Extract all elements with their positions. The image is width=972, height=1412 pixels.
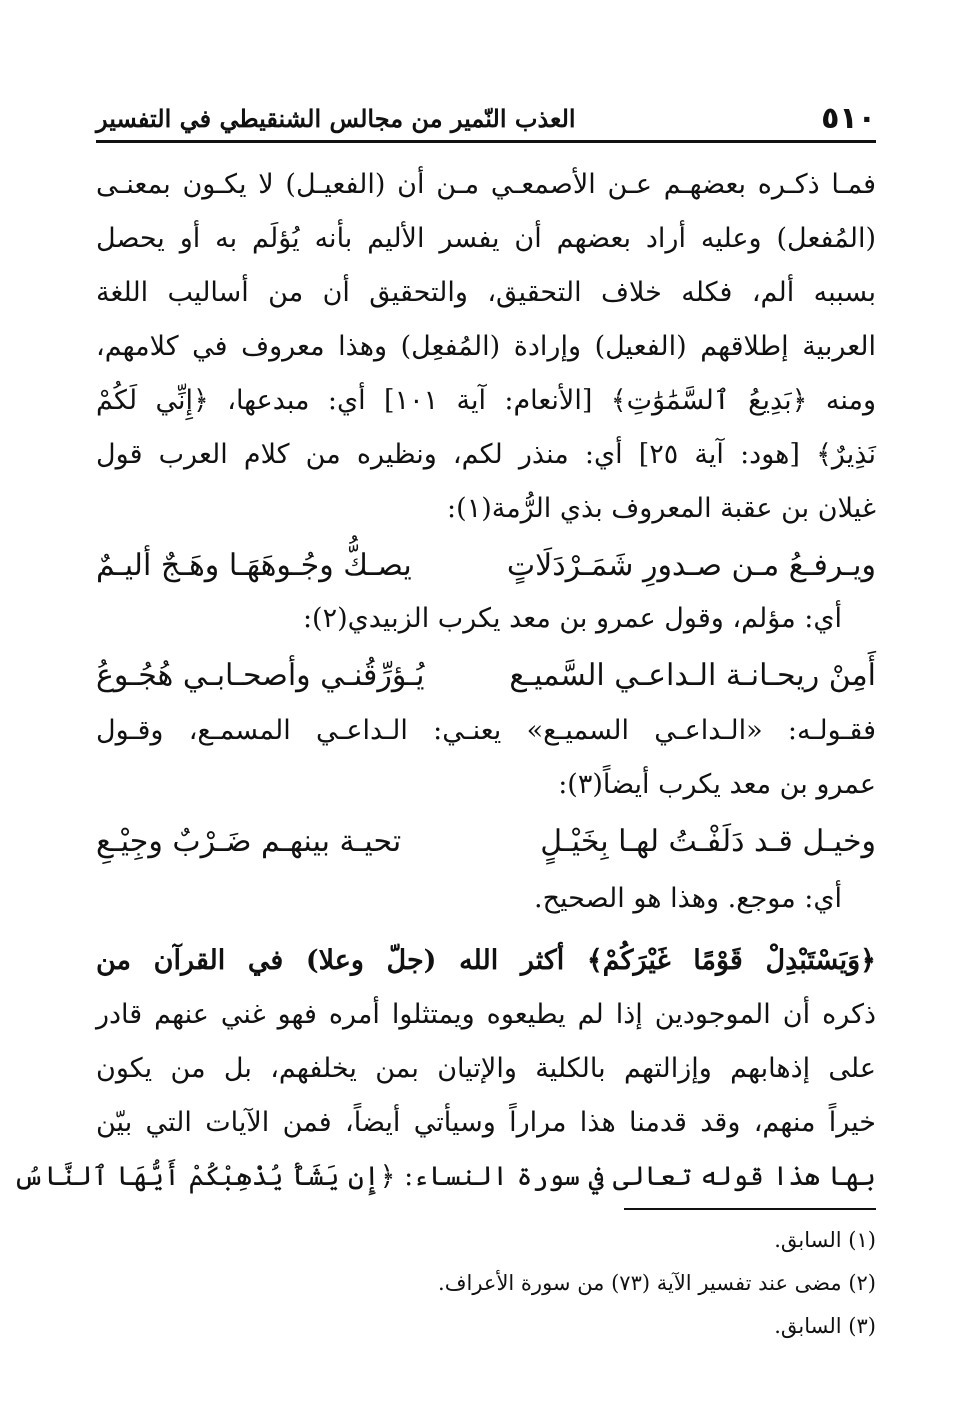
footnote-3: (٣) السابق. [774, 1314, 876, 1338]
paragraph-line-2: ذكره أن الموجودين إذا لم يطيعوه ويمتثلوا أمره فهو غني عنهم قادر [96, 999, 876, 1030]
page-header [96, 96, 876, 143]
text-line-3: بسببه ألم، فكله خلاف التحقيق، والتحقيق أن من أساليب اللغة [96, 277, 876, 308]
footnote-separator [624, 1208, 876, 1210]
page-number: ٥١٠ [821, 100, 876, 136]
line-after-verse-2-2: عمرو بن معد يكرب أيضاً(٣): [558, 769, 876, 800]
text-line-5: ومنه ﴿بَدِيعُ ٱلسَّمَٰوَٰتِ﴾ [الأنعام: آية ١٠١] أي: مبدعها، ﴿إِنِّي لَكُمْ [96, 385, 876, 416]
text-line-6: نَذِيرٌ﴾ [هود: آية ٢٥] أي: منذر لكم، ونظيره من كلام العرب قول [96, 439, 876, 470]
paragraph-line-4: خيراً منهم، وقد قدمنا هذا مراراً وسيأتي أيضاً، فمن الآيات التي بيّن [96, 1107, 876, 1138]
text-line-7: غيلان بن عقبة المعروف بذي الرُّمة(١): [447, 493, 876, 524]
text-line-1: فمـا ذكـره بعضهـم عـن الأصمعـي مـن أن (الفعيـل) لا يكـون بمعنـى [96, 169, 876, 200]
footnote-1: (١) السابق. [774, 1228, 876, 1252]
text-line-4: العربية إطلاقهم (الفعيل) وإرادة (المُفعِل) وهذا معروف في كلامهم، [96, 331, 876, 362]
text-line-2: (المُفعل) وعليه أراد بعضهم أن يفسر الأليم بأنه يُؤلَم به أو يحصل [96, 223, 876, 254]
line-after-verse-1: أي: مؤلم، وقول عمرو بن معد يكرب الزبيدي(٢): [302, 603, 842, 634]
paragraph-line-3: على إذهابهم وإزالتهم بالكلية والإتيان بمن يخلفهم، بل من يكون [96, 1053, 876, 1084]
verse-1-first-hemistich: ويـرفـعُ مـن صـدورِ شَمَـرْدَلَاتٍ [506, 548, 876, 583]
verse-1-second-hemistich: يصـكُّ وجُـوهَهَـا وهَـجٌ أليـمٌ [96, 548, 412, 583]
verse-2-second-hemistich: يُـؤرِّقُنـي وأصحـابـي هُجُـوعُ [96, 658, 425, 693]
verse-3-first-hemistich: وخيـل قـد دَلَفْـتُ لهـا بِخَيْـلٍ [540, 824, 876, 859]
paragraph-line-5: بها هذا قوله تعالى في سورة النساء: ﴿إِن يَشَأْ يُذْهِبْكُمْ أَيُّهَا ٱلنَّاسُ [13, 1161, 876, 1192]
quran-paragraph-line-1: ﴿وَيَسْتَبْدِلْ قَوْمًا غَيْرَكُمْ﴾ أكثر الله (جلّ وعلا) في القرآن من [96, 945, 876, 976]
line-after-verse-2-1: فقـولـه: «الـداعـي السميـع» يعنـي: الـداعـي المسمـع، وقـول [96, 715, 876, 746]
poetry-verse-3 [96, 812, 876, 872]
footnote-2: (٢) مضى عند تفسير الآية (٧٣) من سورة الأعراف. [438, 1271, 876, 1295]
book-title: العذب النّمير من مجالس الشنقيطي في التفسير [96, 103, 576, 133]
verse-2-first-hemistich: أَمِنْ ريحـانـة الـداعـي السَّميـع [509, 658, 876, 693]
verse-3-second-hemistich: تحيـة بينهـم ضَـرْبٌ وجِيْـعِ [96, 824, 402, 859]
line-after-verse-3: أي: موجع. وهذا هو الصحيح. [534, 883, 842, 914]
poetry-verse-2 [96, 646, 876, 706]
poetry-verse-1 [96, 536, 876, 596]
